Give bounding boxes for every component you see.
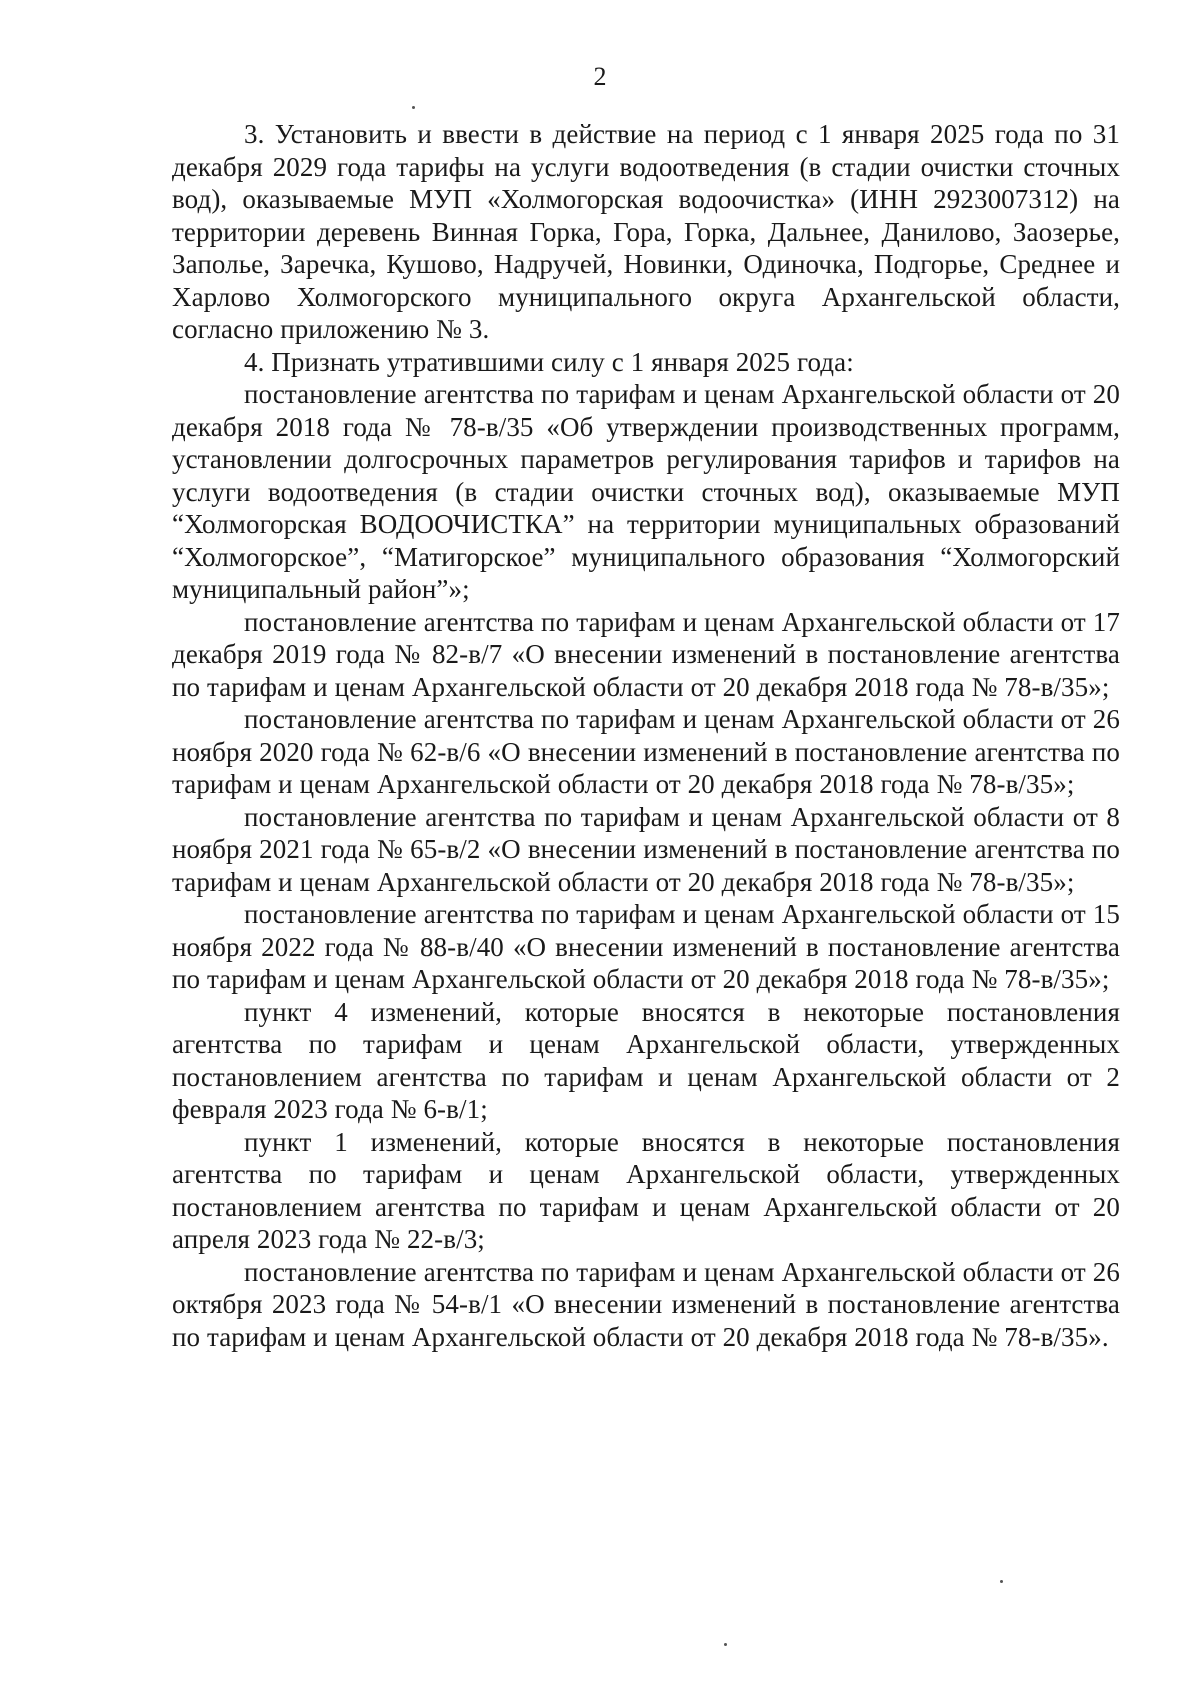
paragraph-repealed-act-oct-2023: постановление агентства по тарифам и ценам Архангельской области от 26 октября 2023 года № 54-в/1 «О внесении изменений в постановление агентства по тарифам и ценам Архангельской области от 20 декабря 2018 года № 78-в/35». <box>172 1256 1120 1352</box>
paragraph-tariff-establishment: 3. Установить и ввести в действие на период с 1 января 2025 года по 31 декабря 2029 года тарифы на услуги водоотведения (в стадии очистки сточных вод), оказываемые МУП «Холмогорская водоочистка» (ИНН 2923007312) на территории деревень Винная Горка, Гора, Горка, Дальнее, Данилово, Заозерье, Заполье, Заречка, Кушово, Надручей, Новинки, Одиночка, Подгорье, Среднее и Харлово Холмогорского муниципального округа Архангельской области, согласно приложению № 3. <box>172 119 1120 344</box>
paragraph-repealed-act-2020: постановление агентства по тарифам и ценам Архангельской области от 26 ноября 2020 года № 62-в/6 «О внесении изменений в постановление агентства по тарифам и ценам Архангельской области от 20 декабря 2018 года № 78-в/35»; <box>172 704 1120 799</box>
scan-speck <box>1000 1580 1003 1583</box>
document-body <box>172 118 1120 1353</box>
paragraph-repealed-act-2021: постановление агентства по тарифам и ценам Архангельской области от 8 ноября 2021 года № 65-в/2 «О внесении изменений в постановление агентства по тарифам и ценам Архангельской области от 20 декабря 2018 года № 78-в/35»; <box>172 801 1120 897</box>
paragraph-repealed-item-apr-2023: пункт 1 изменений, которые вносятся в некоторые постановления агентства по тарифам и ценам Архангельской области, утвержденных постановлением агентства по тарифам и ценам Архангельской области от 20 апреля 2023 года № 22-в/3; <box>172 1126 1120 1254</box>
page-number: 2 <box>593 62 607 91</box>
paragraph-repealed-item-feb-2023: пункт 4 изменений, которые вносятся в некоторые постановления агентства по тарифам и ценам Архангельской области, утвержденных постановлением агентства по тарифам и ценам Архангельской области от 2 февраля 2023 года № 6-в/1; <box>172 996 1120 1124</box>
paragraph-repealed-act-2019: постановление агентства по тарифам и ценам Архангельской области от 17 декабря 2019 года № 82-в/7 «О внесении изменений в постановление агентства по тарифам и ценам Архангельской области от 20 декабря 2018 года № 78-в/35»; <box>172 606 1120 702</box>
scan-speck <box>412 106 415 109</box>
paragraph-repeal-intro: 4. Признать утратившими силу с 1 января 2025 года: <box>244 346 854 377</box>
paragraph-repealed-act-2022: постановление агентства по тарифам и ценам Архангельской области от 15 ноября 2022 года № 88-в/40 «О внесении изменений в постановление агентства по тарифам и ценам Архангельской области от 20 декабря 2018 года № 78-в/35»; <box>172 899 1120 994</box>
scan-speck <box>724 1643 727 1646</box>
paragraph-repealed-act-2018: постановление агентства по тарифам и ценам Архангельской области от 20 декабря 2018 года № 78-в/35 «Об утверждении производственных программ, установлении долгосрочных параметров регулирования тарифов и тарифов на услуги водоотведения (в стадии очистки сточных вод), оказываемые МУП “Холмогорская ВОДООЧИСТКА” на территории муниципальных образований “Холмогорское”, “Матигорское” муниципального образования “Холмогорский муниципальный район”»; <box>172 379 1120 604</box>
